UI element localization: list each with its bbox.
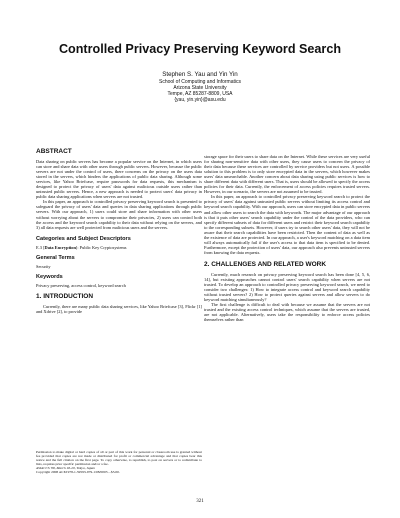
author-block [100, 71, 300, 104]
body-paragraph: storage space for their users to share data on the Internet. While these services are very useful for sharing non-sensitive data with other users, they cause users to concern the privacy of their data because these services are controlled by service providers but not users. A possible solution to this problem is to only store encrypted data in the servers, which however makes users' data unsearchable. Another concern about data sharing using public services is how to share different data with different users. That is, users should be allowed to specify the access policies for their data. Currently, the enforcement of access policies requires trusted servers. However, in our scenario, the servers are not assumed to be trusted. [204, 154, 370, 195]
abstract-heading: ABSTRACT [36, 148, 72, 155]
copyright-footnote [36, 450, 202, 475]
introduction-heading: 1. INTRODUCTION [36, 292, 94, 300]
permission-notice: Permission to make digital or hard copies of all or part of this work for personal or classroom use is granted without fee provided that copies are not made or distributed for profit or commercial advantage and that copies bear this notice and the full citation on the first page. To copy otherwise, to republish, to post on servers or to redistribute to lists, requires prior specific permission and/or a fee. [36, 450, 202, 467]
affiliation-line: Tempe, AZ 85287-8809, USA [167, 91, 233, 98]
categories-text: E.3 [Data Encryption]: Public Key Cryptosystems [36, 244, 127, 250]
abstract-paragraph: Data sharing on public servers has become a popular service on the Internet, in which users can store and share data with other users through public servers. However, because the public servers are not under the control of users, there concerns on the privacy on the users data stored in the servers, which hinders the applications of public data sharing. Although some services, like Yahoo Briefcase, require passwords for data requests, this mechanism is designed to protect the privacy of users' data against malicious outside users rather than untrusted public servers. Hence, a new approach is needed to protect users' data privacy in public data sharing applications when servers are not trusted. [36, 159, 202, 200]
abstract-paragraph: In this paper, an approach to controlled privacy preserving keyword search is presented to safeguard the privacy of users' data and queries in data sharing applications through public servers. With our approach, 1) users could store and share information with other users without worrying about the servers to compromise their privacies, 2) users can control both the access and the keyword search capability to their data without relying on the servers, and 3) all data requests are well protected from malicious users and the servers. [36, 199, 202, 230]
body-paragraph: The first challenge is difficult to deal with because we assume that the servers are not trusted and the existing access control techniques, which assume that the servers are trusted, are not applicable. Alternatively, users take the responsibility to enforce access policies themselves rather than [204, 302, 370, 323]
conference-line: ASIACCS '08, March 18-20, Tokyo, Japan [36, 466, 96, 471]
keywords-heading: Keywords [36, 273, 63, 280]
author-names: Stephen S. Yau and Yin Yin [162, 71, 238, 78]
right-column [204, 154, 370, 322]
body-paragraph: In this paper, an approach to controlled privacy preserving keyword search to protect the privacy of users' data against untrusted public servers without limiting its access control and keyword search capability. With our approach, users can store encrypted data in public servers and allow other users to search the data with keywords. The major advantage of our approach is that it puts other users' search capability under the control of the data providers, who can specify different subsets of data for different users and restrict their keyword search capability to the corresponding subsets. However, if users try to search other users' data, they will not be aware that their search capabilities have been restricted. Then the content of data as well as the existence of data are protected. In our approach, a user's keyword matching on a data item will always automatically fail if the user's access to that data item is specified to be denied. Furthermore, except the protection of users' data, our approach also prevents untrusted servers from knowing the data requests. [204, 194, 370, 255]
section-2-heading: 2. CHALLENGES AND RELATED WORK [204, 260, 327, 268]
general-terms-text: Security [36, 263, 51, 269]
copyright-line: Copyright 2008 ACM 978-1-59593-979-1/08/0003 ...$5.00. [36, 470, 120, 475]
introduction-paragraph: Currently, there are many public data sharing services, like Yahoo Briefcase [3], Flickr [1] and Xdrive [2], to provide [36, 303, 202, 314]
author-email: {yau, yin.yin}@asu.edu [174, 97, 226, 104]
categories-heading: Categories and Subject Descriptors [36, 235, 131, 242]
left-column [36, 148, 202, 314]
keywords-text: Privacy preserving, access control, keyword search [36, 282, 126, 288]
affiliation-line: School of Computing and Informatics [159, 78, 241, 85]
body-paragraph: Currently, much research on privacy preserving keyword search has been done [4, 5, 6, 14], but existing approaches cannot control users' search capability when servers are not trusted. To develop an approach to controlled privacy preserving keyword search, we need to consider two challenges: 1) How to integrate access control and keyword search capability without trusted servers? 2) How to protect queries against servers and allow servers to do keyword matching simultaneously? [204, 271, 370, 303]
paper-title: Controlled Privacy Preserving Keyword Search [58, 42, 342, 56]
affiliation-line: Arizona State University [173, 84, 227, 91]
general-terms-heading: General Terms [36, 254, 75, 261]
page-number: 321 [196, 499, 204, 504]
